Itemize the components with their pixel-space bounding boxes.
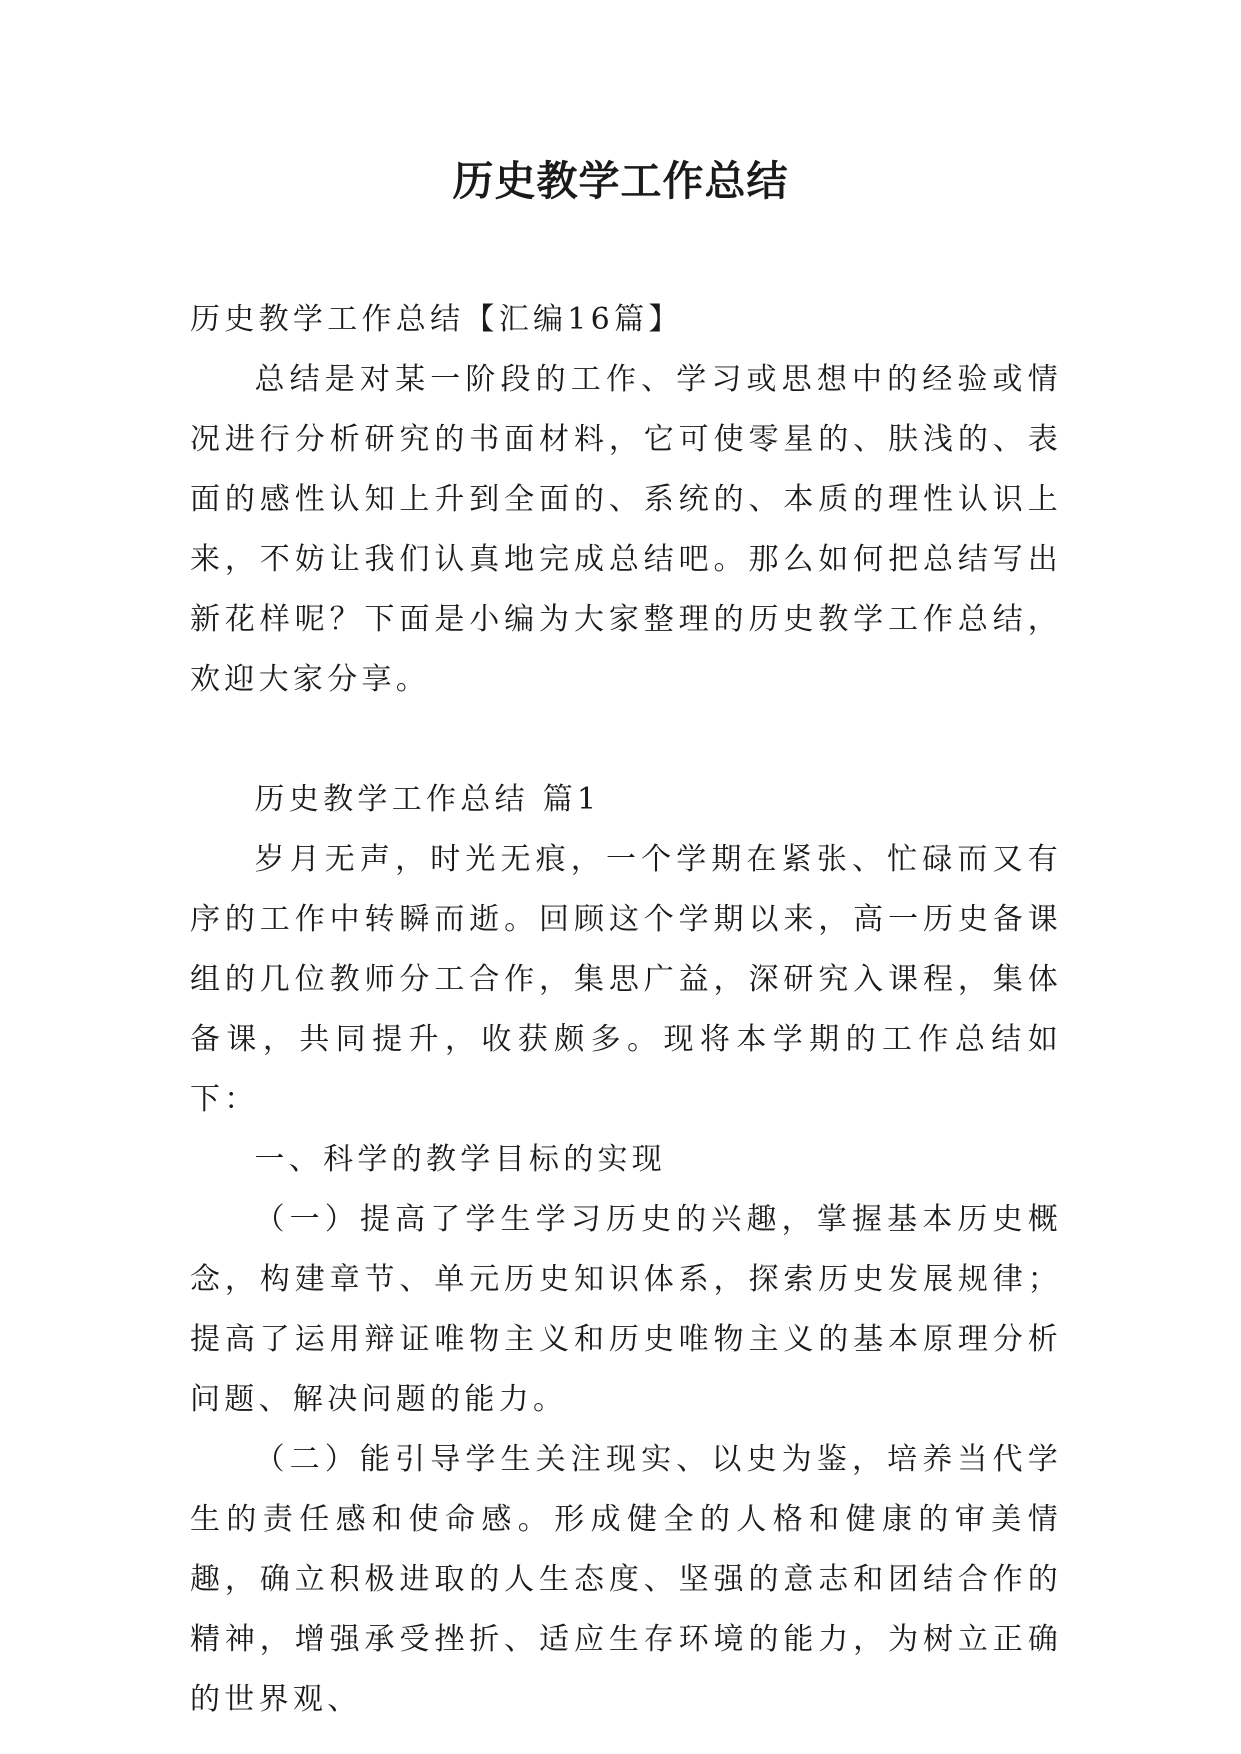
intro-paragraph: 总结是对某一阶段的工作、学习或思想中的经验或情况进行分析研究的书面材料，它可使零星的、肤浅的、表面的感性认知上升到全面的、系统的、本质的理性认识上来，不妨让我们认真地完成总结吧。那么如何把总结写出新花样呢？下面是小编为大家整理的历史教学工作总结，欢迎大家分享。 <box>190 362 1062 697</box>
section-heading: 历史教学工作总结 篇1 <box>254 782 601 817</box>
body-paragraph: （二）能引导学生关注现实、以史为鉴，培养当代学生的责任感和使命感。形成健全的人格和健康的审美情趣，确立积极进取的人生态度、坚强的意志和团结合作的精神，增强承受挫折、适应生存环境的能力，为树立正确的世界观、 <box>190 1442 1062 1717</box>
document-body <box>190 290 1062 1730</box>
subsection-heading: 一、科学的教学目标的实现 <box>254 1142 667 1177</box>
document-title: 历史教学工作总结 <box>452 157 789 205</box>
document-subtitle: 历史教学工作总结【汇编16篇】 <box>190 302 683 337</box>
paragraph-spacer <box>190 710 1062 770</box>
body-paragraph: （一）提高了学生学习历史的兴趣，掌握基本历史概念，构建章节、单元历史知识体系，探索历史发展规律；提高了运用辩证唯物主义和历史唯物主义的基本原理分析问题、解决问题的能力。 <box>190 1202 1062 1417</box>
body-paragraph: 岁月无声，时光无痕，一个学期在紧张、忙碌而又有序的工作中转瞬而逝。回顾这个学期以来，高一历史备课组的几位教师分工合作，集思广益，深研究入课程，集体备课，共同提升，收获颇多。现将本学期的工作总结如下： <box>190 842 1062 1117</box>
